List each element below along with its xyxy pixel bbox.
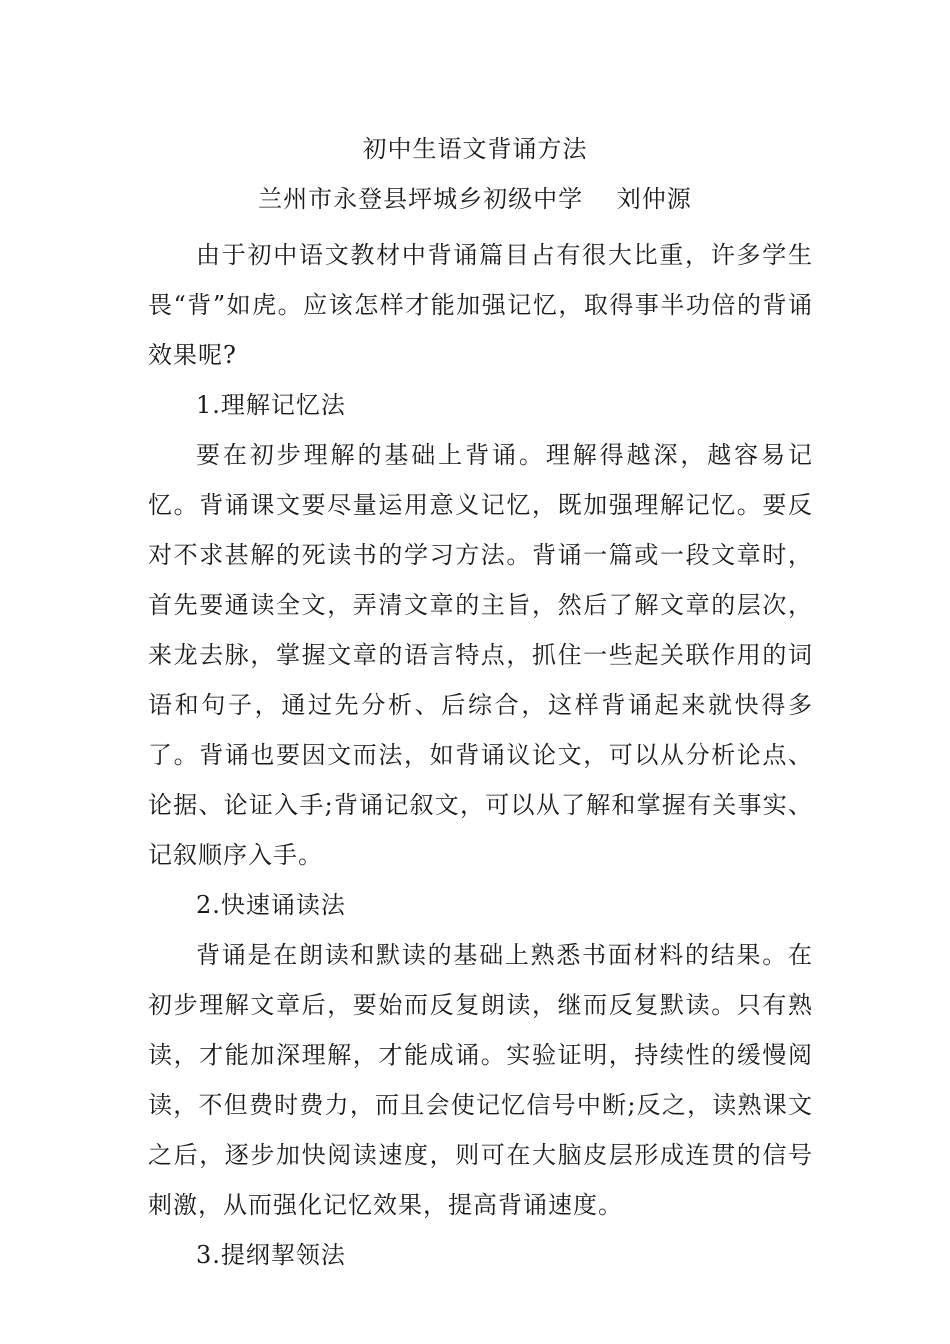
intro-paragraph: 由于初中语文教材中背诵篇目占有很大比重，许多学生畏“背”如虎。应该怎样才能加强记忆，取得事半功倍的背诵效果呢? <box>148 241 813 369</box>
section-paragraph-1: 要在初步理解的基础上背诵。理解得越深，越容易记忆。背诵课文要尽量运用意义记忆，既加强理解记忆。要反对不求甚解的死读书的学习方法。背诵一篇或一段文章时，首先要通读全文，弄清文章的主旨，然后了解文章的层次，来龙去脉，掌握文章的语言特点，抓住一些起关联作用的词语和句子，通过先分析、后综合，这样背诵起来就快得多了。背诵也要因文而法，如背诵议论文，可以从分析论点、论据、论证入手;背诵记叙文，可以从了解和掌握有关事实、记叙顺序入手。 <box>148 441 813 869</box>
section-heading-3: 3.提纲挈领法 <box>196 1241 346 1269</box>
section-paragraph-2: 背诵是在朗读和默读的基础上熟悉书面材料的结果。在初步理解文章后，要始而反复朗读，继而反复默读。只有熟读，才能加深理解，才能成诵。实验证明，持续性的缓慢阅读，不但费时费力，而且会使记忆信号中断;反之，读熟课文之后，逐步加快阅读速度，则可在大脑皮层形成连贯的信号刺激，从而强化记忆效果，提高背诵速度。 <box>148 941 813 1219</box>
section-heading-1: 1.理解记忆法 <box>196 391 346 419</box>
document-title: 初中生语文背诵方法 <box>362 135 588 163</box>
document-byline: 兰州市永登县坪城乡初级中学 刘仲源 <box>258 185 692 213</box>
document-body <box>148 230 813 1280</box>
section-heading-2: 2.快速诵读法 <box>196 891 346 919</box>
